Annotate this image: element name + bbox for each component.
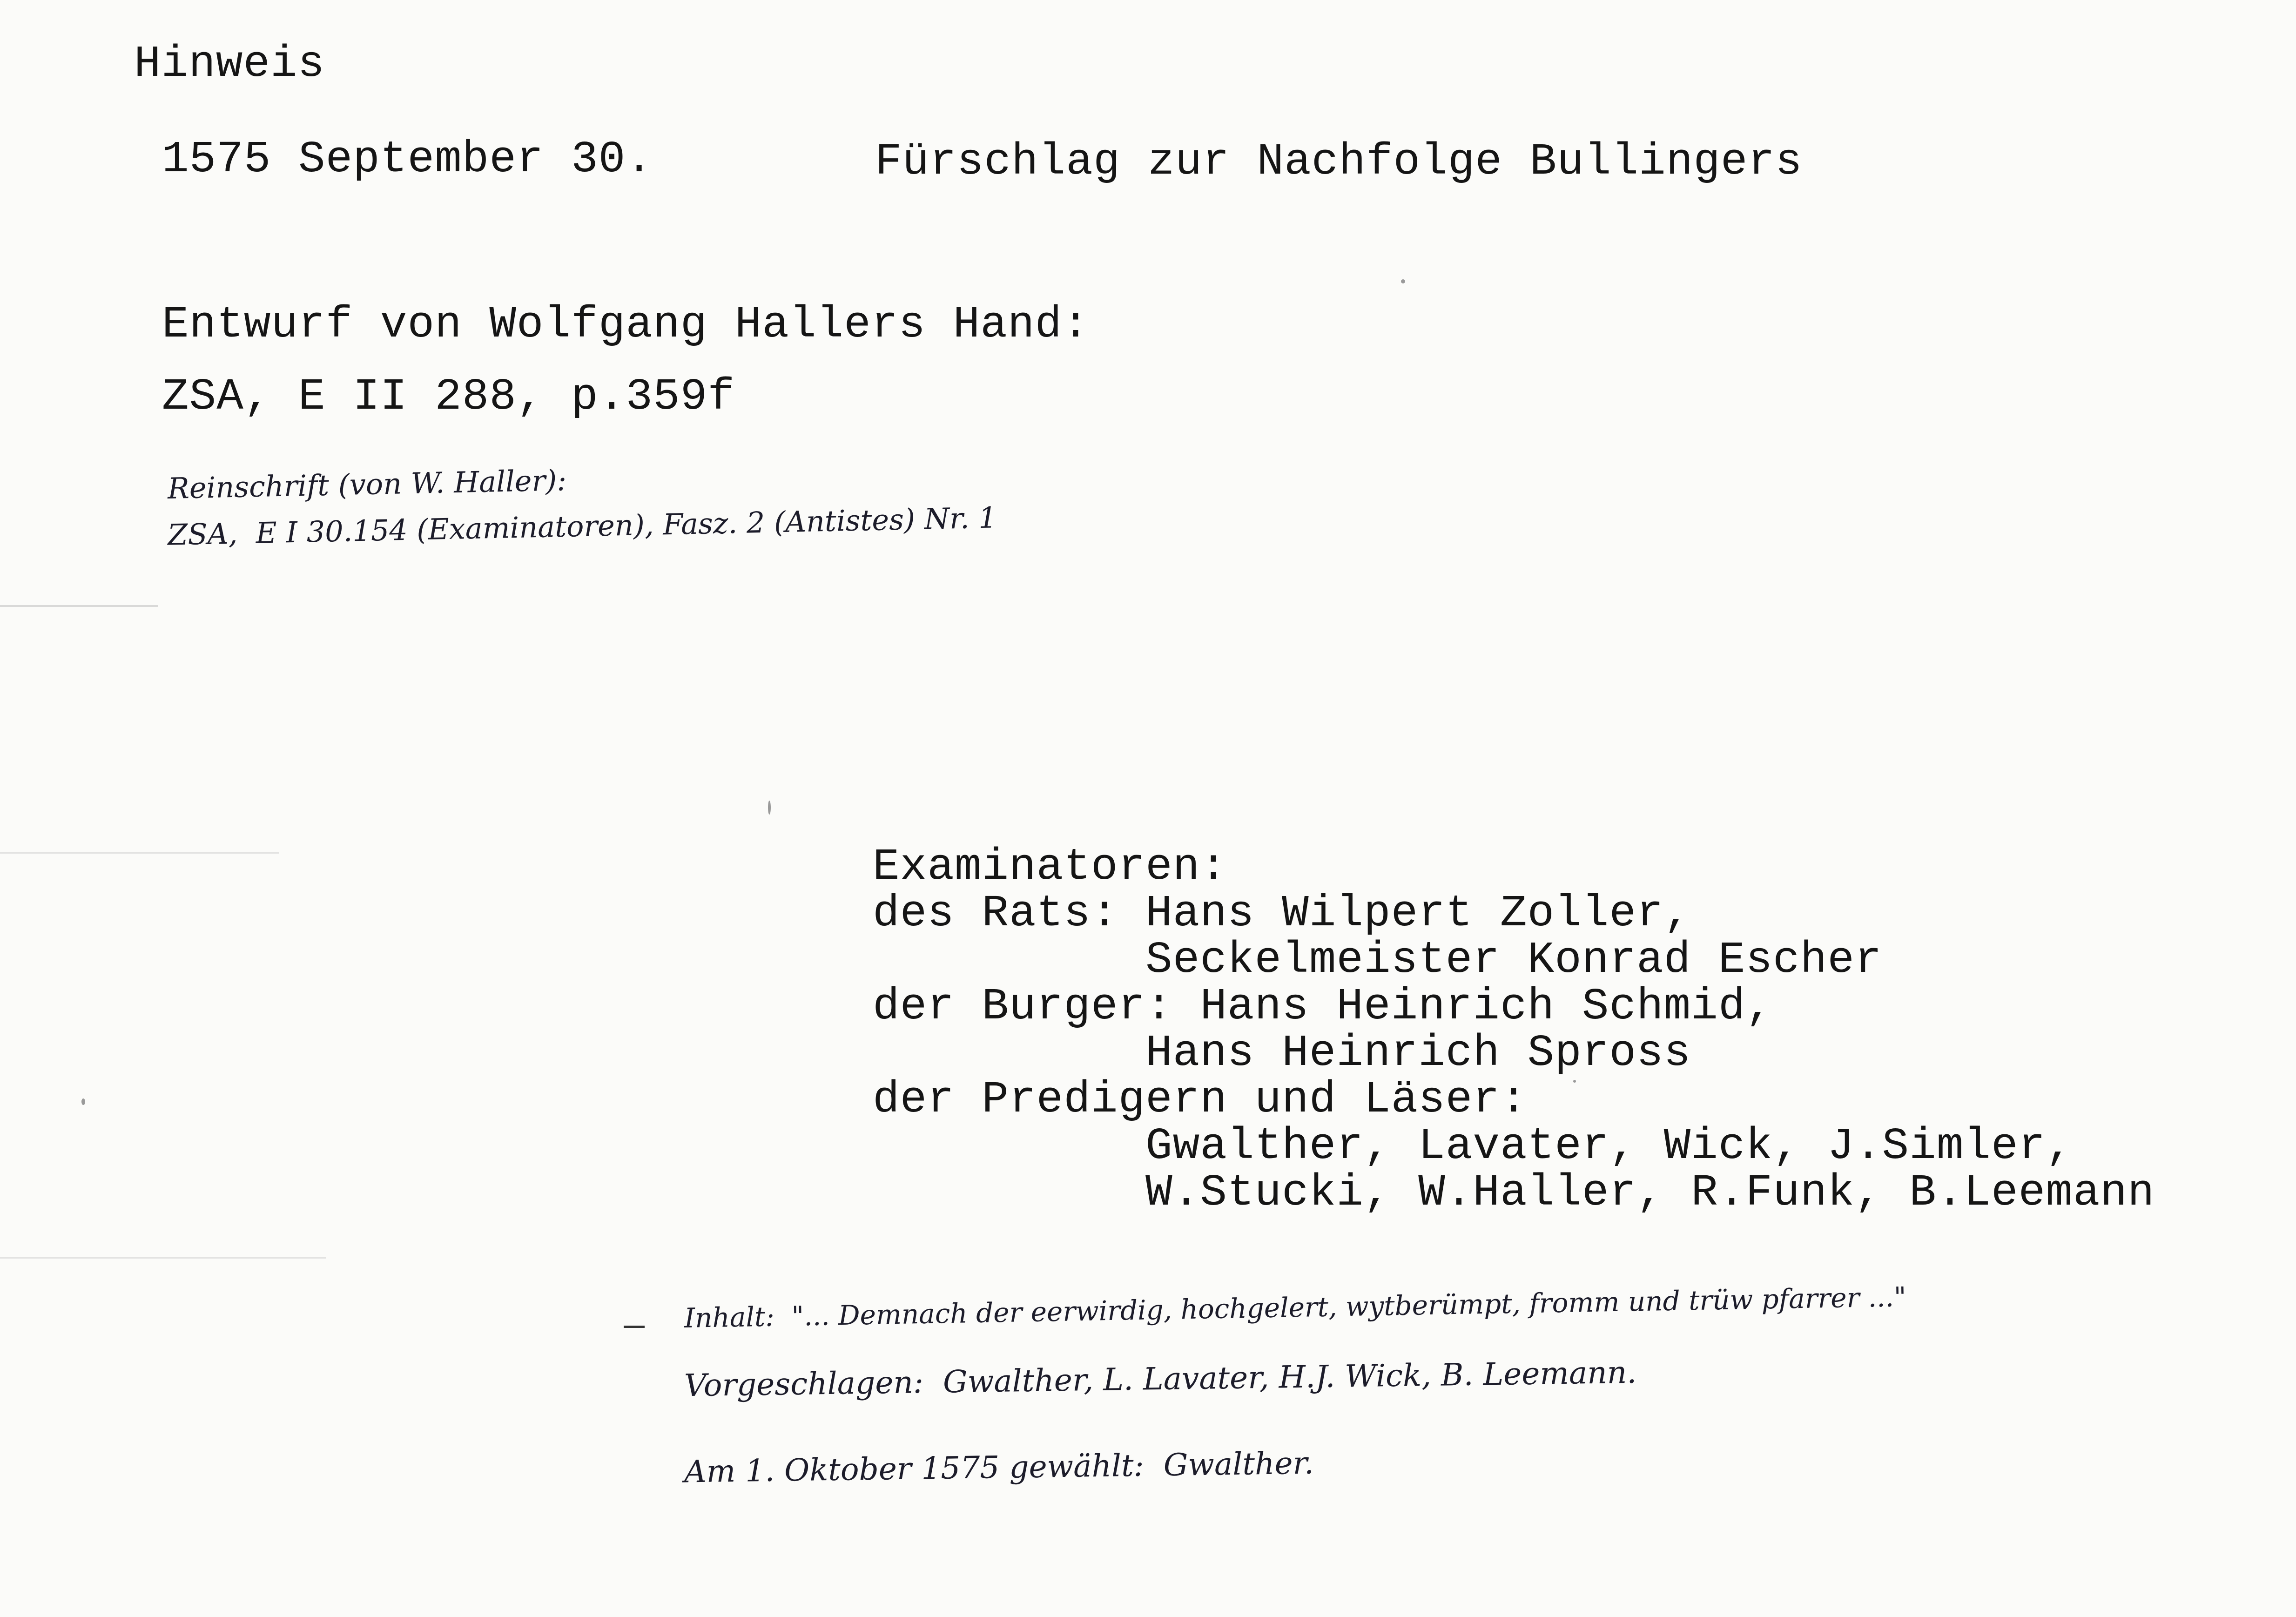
examinatoren-heading: Examinatoren: [873,842,1227,892]
handwritten-elected: Am 1. Oktober 1575 gewählt: Gwalther. [684,1445,1314,1490]
examinatoren-line: W.Stucki, W.Haller, R.Funk, B.Leemann [873,1167,2155,1218]
handwritten-proposed: Vorgeschlagen: Gwalther, L. Lavater, H.J. Wick, B. Leemann. [684,1354,1637,1404]
fold-line-left [0,605,158,607]
shelfmark: ZSA, E II 288, p.359f [162,371,735,422]
speck [768,801,771,815]
examinatoren-line: der Burger: Hans Heinrich Schmid, [873,981,1773,1032]
draft-note: Entwurf von Wolfgang Hallers Hand: [162,299,1090,350]
handwritten-fair-copy-note: Reinschrift (von W. Haller): [167,463,567,505]
document-title: Fürschlag zur Nachfolge Bullingers [875,136,1803,187]
examinatoren-line: Seckelmeister Konrad Escher [873,935,1882,985]
fold-line-bottom [0,1257,326,1259]
examinatoren-line: Hans Heinrich Spross [873,1028,1691,1078]
handwritten-fair-copy-shelfmark: ZSA, E I 30.154 (Examinatoren), Fasz. 2 (Antistes) Nr. 1 [167,500,997,552]
examinatoren-line: der Predigern und Läser: [873,1074,1528,1125]
examinatoren-line: Gwalther, Lavater, Wick, J.Simler, [873,1121,2073,1172]
fold-line-mid [0,852,279,854]
speck [1573,1080,1576,1083]
speck [81,1098,85,1105]
speck [1401,279,1405,283]
handwritten-dash [624,1326,645,1328]
hinweis-label: Hinweis [134,39,325,89]
handwritten-content-note: Inhalt: "... Demnach der eerwirdig, hochgelert, wytberümpt, fromm und trüw pfarrer ..." [684,1281,1907,1334]
document-date: 1575 September 30. [162,134,653,185]
examinatoren-line: des Rats: Hans Wilpert Zoller, [873,888,1691,939]
